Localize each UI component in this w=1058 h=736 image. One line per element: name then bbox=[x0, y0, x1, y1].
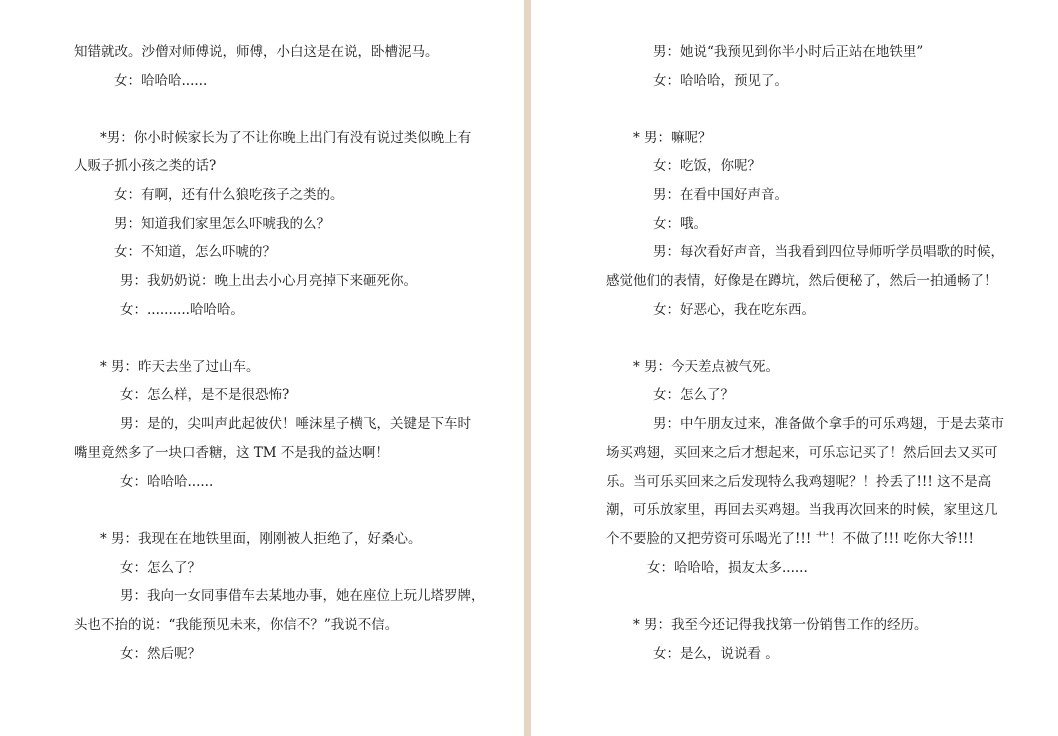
text-line: 女：吃饭，你呢？ bbox=[653, 158, 761, 174]
text-line: 头也不抬的说：“我能预见未来，你信不？”我说不信。 bbox=[74, 617, 399, 633]
text-line: 女：不知道，怎么吓唬的？ bbox=[114, 244, 276, 260]
text-line: 男：在看中国好声音。 bbox=[653, 187, 788, 203]
text-line: * 男：我至今还记得我找第一份销售工作的经历。 bbox=[633, 617, 928, 633]
text-line: 女：然后呢？ bbox=[120, 646, 201, 662]
text-line: 乐。当可乐买回来之后发现特么我鸡翅呢？！拎丢了!!! 这不是高 bbox=[606, 474, 992, 490]
text-line: * 男：今天差点被气死。 bbox=[633, 359, 780, 375]
text-line: 女：怎么了？ bbox=[120, 560, 201, 576]
text-line: 知错就改。沙僧对师傅说，师傅，小白这是在说，卧槽泥马。 bbox=[74, 44, 439, 60]
text-line: 男：中午朋友过来，准备做个拿手的可乐鸡翅，于是去菜市 bbox=[653, 416, 1004, 432]
right-page bbox=[531, 0, 1058, 736]
text-line: 女：..........哈哈哈。 bbox=[120, 302, 244, 318]
text-line: 人贩子抓小孩之类的话? bbox=[74, 158, 217, 174]
text-line: 女：哈哈哈...... bbox=[114, 73, 208, 89]
text-line: * 男：昨天去坐了过山车。 bbox=[100, 359, 260, 375]
text-line: 女：哈哈哈，预见了。 bbox=[653, 73, 788, 89]
text-line: 男：每次看好声音，当我看到四位导师听学员唱歌的时候， bbox=[653, 244, 1004, 260]
text-line: 男：我向一女同事借车去某地办事，她在座位上玩儿塔罗牌， bbox=[120, 588, 485, 604]
text-line: 女：怎么了？ bbox=[653, 387, 734, 403]
text-line: 男：她说“我预见到你半小时后正站在地铁里” bbox=[653, 44, 924, 60]
left-page bbox=[0, 0, 524, 736]
text-line: 个不要脸的又把劳资可乐喝光了!!! 艹！不做了!!! 吃你大爷!!! bbox=[606, 531, 974, 547]
text-line: 女：有啊，还有什么狼吃孩子之类的。 bbox=[114, 187, 344, 203]
text-line: 女：哦。 bbox=[653, 216, 707, 232]
text-line: 女：好恶心，我在吃东西。 bbox=[653, 302, 815, 318]
text-line: 女：怎么样，是不是很恐怖? bbox=[120, 387, 290, 403]
text-line: 潮，可乐放家里，再回去买鸡翅。当我再次回来的时候，家里这几 bbox=[606, 502, 998, 518]
text-line: 女：哈哈哈...... bbox=[120, 474, 214, 490]
text-line: * 男：嘛呢？ bbox=[633, 130, 712, 146]
book-gutter bbox=[524, 0, 531, 736]
text-line: * 男：我现在在地铁里面，刚刚被人拒绝了，好桑心。 bbox=[100, 531, 422, 547]
text-line: 场买鸡翅，买回来之后才想起来，可乐忘记买了！然后回去又买可 bbox=[606, 445, 998, 461]
text-line: *男：你小时候家长为了不让你晚上出门有没有说过类似晚上有 bbox=[100, 130, 472, 146]
text-line: 感觉他们的表情，好像是在蹲坑，然后便秘了，然后一拍通畅了！ bbox=[606, 273, 998, 289]
text-line: 男：我奶奶说：晚上出去小心月亮掉下来砸死你。 bbox=[120, 273, 417, 289]
text-line: 女：是么，说说看 。 bbox=[653, 646, 779, 662]
text-line: 女：哈哈哈，损友太多...... bbox=[647, 560, 808, 576]
text-line: 男：知道我们家里怎么吓唬我的么？ bbox=[114, 216, 330, 232]
text-line: 嘴里竟然多了一块口香糖，这 TM 不是我的益达啊！ bbox=[74, 445, 389, 461]
text-line: 男：是的，尖叫声此起彼伏！唾沫星子横飞，关键是下车时 bbox=[120, 416, 471, 432]
